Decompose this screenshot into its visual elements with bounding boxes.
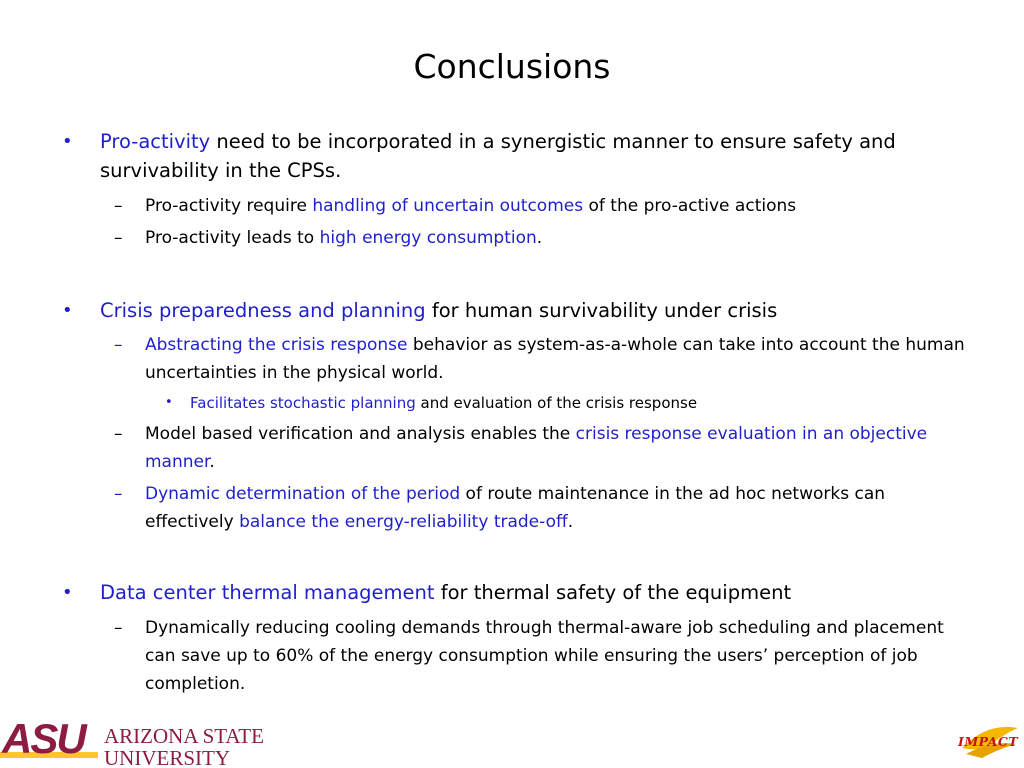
university-line-2: UNIVERSITY — [104, 746, 230, 766]
body-text: of the pro-active actions — [583, 196, 797, 216]
dash-marker: – — [114, 335, 123, 355]
dash-marker: – — [114, 618, 123, 638]
bullet-marker: • — [62, 582, 73, 603]
asu-logo — [0, 716, 270, 766]
sub-bullet-model-verification — [114, 420, 965, 476]
body-text: of route maintenance in the ad hoc networks can effectively — [145, 484, 886, 532]
bullet-crisis-preparedness — [62, 296, 970, 325]
body-text: Dynamically reducing cooling demands through thermal-aware job scheduling and placement can save up to 60% of the energy consumption while ensuring the users’ perception of job completion. — [145, 618, 944, 694]
highlight-text: balance the energy-reliability trade-off — [239, 512, 568, 532]
bullet-data-center — [62, 578, 970, 607]
highlight-text: Data center thermal management — [100, 581, 435, 604]
impact-logo-text: IMPACT — [958, 734, 1019, 749]
bullet-marker: • — [165, 395, 173, 410]
sub-bullet-energy-consumption — [114, 224, 965, 252]
highlight-text: Crisis preparedness and planning — [100, 299, 426, 322]
highlight-text: Abstracting the crisis response — [145, 335, 408, 355]
body-text: . — [209, 452, 215, 472]
body-text: and evaluation of the crisis response — [415, 394, 698, 412]
asu-mark: ASU — [2, 716, 85, 762]
highlight-text: Facilitates stochastic planning — [190, 394, 416, 412]
highlight-text: Pro-activity — [100, 130, 211, 153]
dash-marker: – — [114, 424, 123, 444]
highlight-text: crisis response evaluation in an objective manner — [145, 424, 928, 472]
bullet-pro-activity — [62, 127, 970, 185]
body-text: . — [567, 512, 574, 532]
sub-sub-bullet-stochastic-planning — [165, 392, 950, 414]
university-line-1: ARIZONA STATE — [104, 724, 264, 748]
highlight-text: handling of uncertain outcomes — [312, 196, 584, 216]
highlight-text: Dynamic determination of the period — [145, 484, 461, 504]
body-text: Model based verification and analysis enables the — [145, 424, 576, 444]
slide-title: Conclusions — [413, 47, 611, 86]
body-text: Pro-activity require — [145, 196, 313, 216]
dash-marker: – — [114, 196, 123, 216]
highlight-text: high energy consumption — [319, 228, 537, 248]
sub-bullet-uncertain-outcomes — [114, 192, 965, 220]
body-text: for human survivability under crisis — [425, 299, 778, 322]
dash-marker: – — [114, 228, 123, 248]
sub-bullet-cooling-demands — [114, 614, 965, 698]
bullet-marker: • — [62, 131, 73, 152]
dash-marker: – — [114, 484, 123, 504]
sub-bullet-dynamic-period — [114, 480, 965, 536]
body-text: . — [536, 228, 543, 248]
bullet-marker: • — [62, 300, 73, 321]
body-text: for thermal safety of the equipment — [434, 581, 792, 604]
body-text: need to be incorporated in a synergistic manner to ensure safety and survivability in the CPSs. — [100, 130, 896, 182]
body-text: behavior as system-as-a-whole can take into account the human uncertainties in the physical world. — [145, 335, 965, 383]
sub-bullet-abstracting-crisis — [114, 331, 965, 387]
body-text: Pro-activity leads to — [145, 228, 320, 248]
